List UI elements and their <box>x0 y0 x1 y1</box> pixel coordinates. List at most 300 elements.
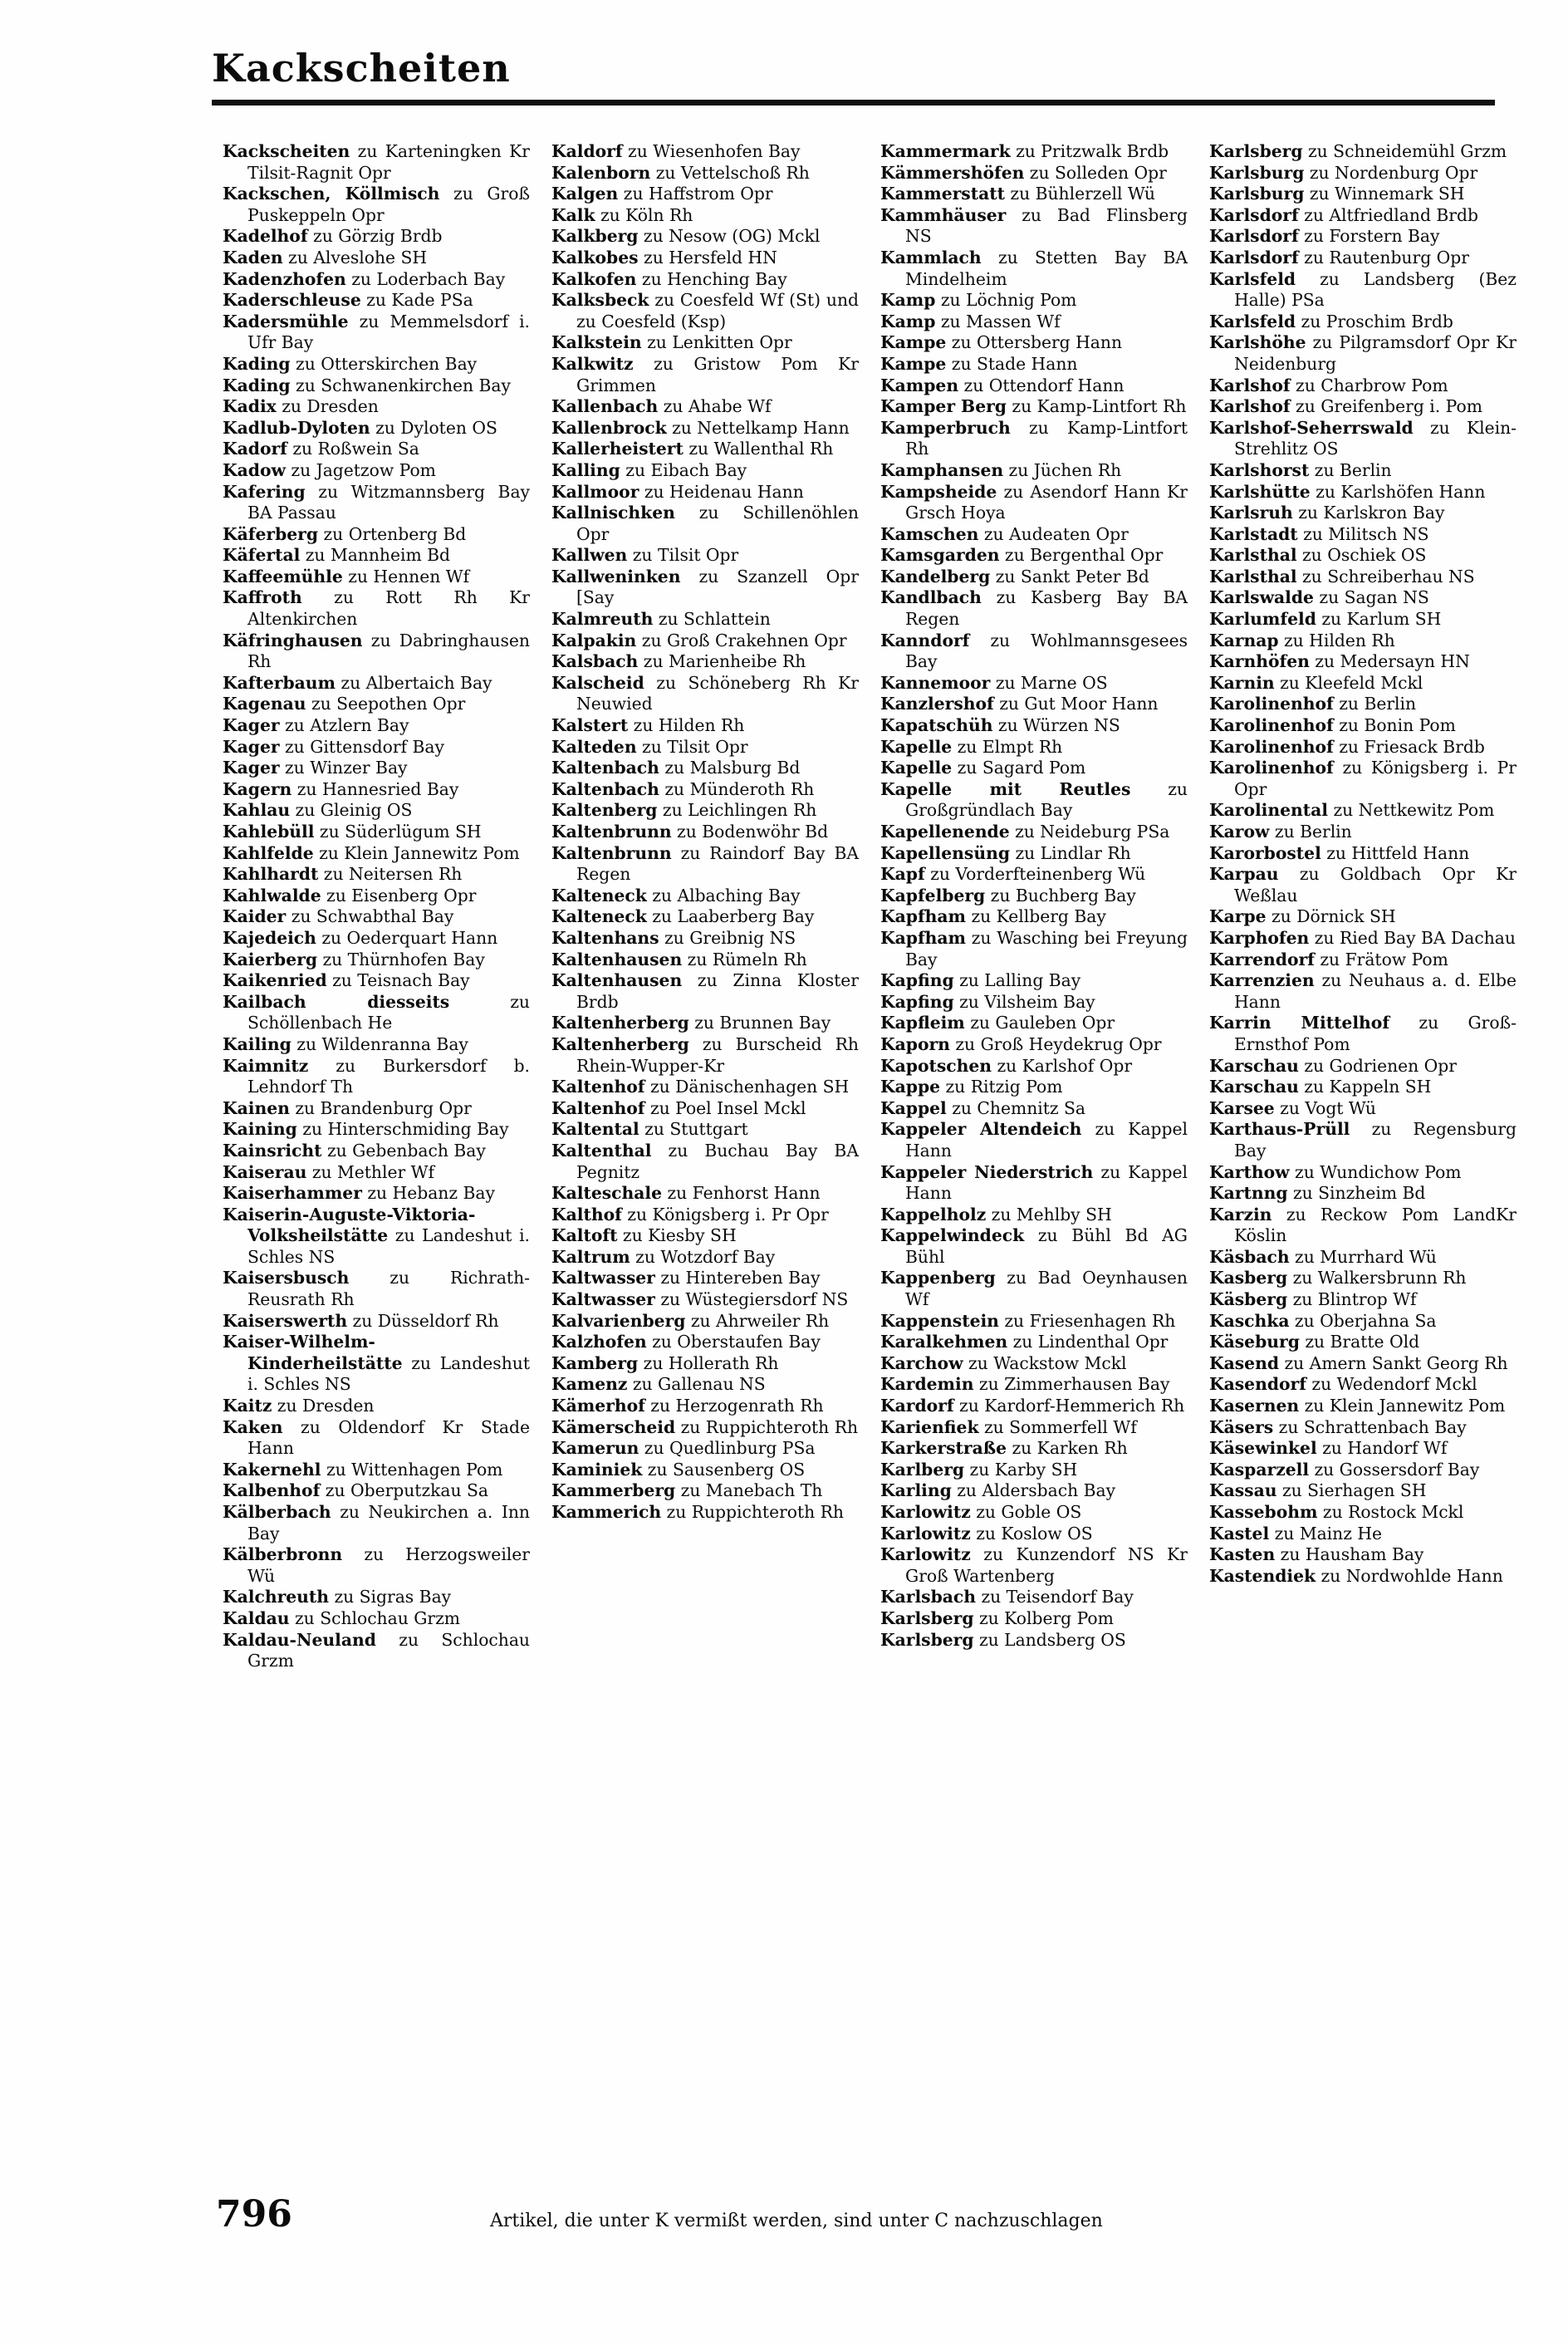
entry-headword: Kallmoor <box>551 481 639 502</box>
entry-headword: Kalkobes <box>551 247 639 267</box>
entry-reference: zu Königsberg i. Pr Opr <box>1234 758 1517 799</box>
entry-headword: Kaltwasser <box>551 1289 655 1310</box>
entry-headword: Kaiser-Wilhelm-Kinderheilstätte <box>223 1332 403 1373</box>
entry-reference: zu Oldendorf Kr Stade Hann <box>247 1416 530 1459</box>
entry-reference: zu Schwabthal Bay <box>286 906 454 927</box>
entry-reference: zu Amern Sankt Georg Rh <box>1279 1352 1508 1373</box>
entry-reference: zu Neukirchen a. Inn Bay <box>247 1502 530 1544</box>
entry-headword: Kappenstein <box>880 1310 999 1331</box>
entry-headword: Kadelhof <box>223 226 308 247</box>
entry-reference: zu Heidenau Hann <box>639 481 804 502</box>
entry-reference: zu Hebanz Bay <box>361 1183 495 1204</box>
entry-headword: Kackscheiten <box>223 141 350 161</box>
gazetteer-entry <box>223 992 530 1034</box>
gazetteer-entry <box>880 587 1188 630</box>
column-3 <box>880 141 1188 2118</box>
gazetteer-entry <box>880 1438 1188 1460</box>
entry-headword: Kallenbrock <box>551 417 667 438</box>
entry-reference: zu Neuhaus a. d. Elbe Hann <box>1234 970 1517 1012</box>
header-rule <box>212 100 1495 106</box>
entry-headword: Kaltenbrunn <box>551 822 672 842</box>
entry-headword: Karlsthal <box>1209 545 1297 566</box>
entry-headword: Kapellenende <box>880 822 1010 842</box>
entry-headword: Kaimnitz <box>223 1055 309 1076</box>
entry-headword: Karrendorf <box>1209 949 1315 969</box>
entry-headword: Käfringhausen <box>223 630 363 650</box>
entry-headword: Karlsberg <box>880 1629 974 1650</box>
gazetteer-entry <box>223 460 530 482</box>
entry-reference: zu Dänischenhagen SH <box>644 1077 850 1097</box>
entry-headword: Kämerscheid <box>551 1416 676 1437</box>
gazetteer-entry <box>880 418 1188 460</box>
entry-reference: zu Süderlügum SH <box>314 822 482 842</box>
entry-reference: zu Rott Rh Kr Altenkirchen <box>247 587 530 630</box>
entry-reference: zu Karlshöfen Hann <box>1310 481 1486 502</box>
entry-headword: Karpau <box>1209 864 1279 885</box>
entry-reference: zu Nordwohlde Hann <box>1316 1565 1503 1586</box>
entry-reference: zu Wackstow Mckl <box>963 1352 1127 1373</box>
entry-headword: Kainsricht <box>223 1140 322 1161</box>
entry-headword: Kaden <box>223 247 283 267</box>
gazetteer-entry <box>880 1353 1188 1375</box>
entry-headword: Karlowitz <box>880 1523 971 1544</box>
entry-reference: zu Landsberg OS <box>973 1629 1126 1650</box>
gazetteer-entry <box>223 545 530 567</box>
entry-headword: Karkerstraße <box>880 1438 1007 1459</box>
entry-headword: Karlshof <box>1209 375 1291 395</box>
entry-headword: Kappeler Niederstrich <box>880 1161 1094 1182</box>
entry-reference: zu Friesack Brdb <box>1333 736 1485 757</box>
entry-reference: zu Nordenburg Opr <box>1304 162 1478 183</box>
entry-reference: zu Kamp-Lintfort Rh <box>905 417 1188 459</box>
entry-headword: Karlsdorf <box>1209 226 1299 247</box>
entry-reference: zu Buchberg Bay <box>985 885 1136 906</box>
entry-reference: zu Gauleben Opr <box>964 1013 1115 1033</box>
entry-headword: Kaltenhausen <box>551 949 683 969</box>
entry-reference: zu Reckow Pom LandKr Köslin <box>1234 1204 1517 1246</box>
gazetteer-entry <box>551 1353 859 1375</box>
gazetteer-entry <box>551 779 859 801</box>
entry-reference: zu Militsch NS <box>1297 523 1429 544</box>
entry-reference: zu Gut Moor Hann <box>993 694 1159 714</box>
gazetteer-entry <box>223 1119 530 1141</box>
gazetteer-entry <box>223 1332 530 1396</box>
entry-headword: Kalk <box>551 204 595 225</box>
entry-reference: zu Ahrweiler Rh <box>685 1310 830 1331</box>
entry-headword: Kammlach <box>880 247 982 267</box>
gazetteer-entry <box>223 587 530 630</box>
entry-headword: Kaltenberg <box>551 800 658 821</box>
entry-reference: zu Mehlby SH <box>986 1204 1112 1225</box>
entry-reference: zu Lindenthal Opr <box>1007 1332 1169 1352</box>
gazetteer-entry <box>551 1396 859 1417</box>
entry-headword: Kasberg <box>1209 1268 1288 1288</box>
entry-reference: zu Koslow OS <box>970 1523 1093 1544</box>
entry-headword: Kalgen <box>551 184 619 204</box>
entry-headword: Kaporn <box>880 1033 950 1054</box>
column-2 <box>551 141 859 2118</box>
entry-reference: zu Hintereben Bay <box>654 1268 821 1288</box>
entry-headword: Kälberbach <box>223 1502 331 1522</box>
gazetteer-entry <box>1209 567 1517 588</box>
entry-reference: zu Kleefeld Mckl <box>1274 672 1423 693</box>
entry-headword: Kammerstatt <box>880 184 1005 204</box>
entry-reference: zu Ritzig Pom <box>940 1077 1063 1097</box>
gazetteer-entry <box>880 312 1188 333</box>
entry-reference: zu Wotzdorf Bay <box>630 1246 776 1267</box>
entry-reference: zu Nesow (OG) Mckl <box>638 226 821 247</box>
entry-headword: Karnin <box>1209 672 1275 693</box>
folio-number: 796 <box>216 2193 292 2236</box>
gazetteer-entry <box>223 950 530 971</box>
entry-reference: zu Neitersen Rh <box>318 864 463 885</box>
gazetteer-entry <box>880 396 1188 418</box>
gazetteer-entry <box>1209 1438 1517 1460</box>
gazetteer-entry <box>1209 1396 1517 1417</box>
entry-headword: Kapfham <box>880 906 967 927</box>
gazetteer-entry <box>551 1013 859 1034</box>
entry-reference: zu Vogt Wü <box>1274 1097 1376 1118</box>
gazetteer-entry <box>551 567 859 609</box>
entry-reference: zu Görzig Brdb <box>307 226 443 247</box>
gazetteer-entry <box>551 418 859 439</box>
gazetteer-entry <box>1209 715 1517 737</box>
gazetteer-entry <box>880 1077 1188 1098</box>
gazetteer-entry <box>1209 1247 1517 1269</box>
gazetteer-entry <box>223 290 530 312</box>
entry-headword: Kaltenherberg <box>551 1033 689 1054</box>
entry-headword: Kaiserswerth <box>223 1310 348 1331</box>
entry-reference: zu Herzogsweiler Wü <box>247 1544 530 1586</box>
entry-headword: Kalksbeck <box>551 290 649 311</box>
gazetteer-entry <box>223 737 530 758</box>
entry-headword: Karlsruh <box>1209 503 1293 523</box>
entry-headword: Karlswalde <box>1209 587 1314 608</box>
entry-headword: Kaderschleuse <box>223 290 361 311</box>
entry-reference: zu Roßwein Sa <box>287 439 419 459</box>
gazetteer-entry <box>223 1098 530 1120</box>
entry-headword: Kardorf <box>880 1396 954 1416</box>
entry-headword: Kaitz <box>223 1396 272 1416</box>
entry-reference: zu Forstern Bay <box>1298 226 1440 247</box>
entry-headword: Kallenbach <box>551 396 659 417</box>
entry-reference: zu Dresden <box>276 396 379 417</box>
gazetteer-entry <box>1209 928 1517 950</box>
gazetteer-entry <box>551 503 859 545</box>
gazetteer-entry <box>551 822 859 843</box>
entry-reference: zu Jüchen Rh <box>1003 459 1122 480</box>
entry-reference: zu Sankt Peter Bd <box>990 566 1149 586</box>
gazetteer-entry <box>880 482 1188 524</box>
entry-reference: zu Gossersdorf Bay <box>1309 1459 1480 1480</box>
gazetteer-entry <box>1209 737 1517 758</box>
entry-reference: zu Kappeln SH <box>1298 1077 1432 1097</box>
entry-reference: zu Kasberg Bay BA Regen <box>905 587 1188 630</box>
entry-headword: Kalling <box>551 459 620 480</box>
entry-headword: Kandelberg <box>880 566 991 586</box>
gazetteer-entry <box>223 1034 530 1056</box>
entry-reference: zu Hilden Rh <box>1278 630 1395 650</box>
entry-headword: Kapfelberg <box>880 885 986 906</box>
page-footer <box>216 2193 1520 2236</box>
entry-headword: Kasendorf <box>1209 1374 1306 1395</box>
gazetteer-entry <box>551 906 859 928</box>
entry-reference: zu Leichlingen Rh <box>657 800 817 821</box>
entry-reference: zu Oschiek OS <box>1296 545 1427 566</box>
gazetteer-entry <box>223 1311 530 1333</box>
entry-headword: Kakernehl <box>223 1459 321 1480</box>
entry-reference: zu Sommerfell Wf <box>978 1416 1137 1437</box>
entry-headword: Kapfham <box>880 927 967 948</box>
entry-reference: zu Bergenthal Opr <box>999 545 1164 566</box>
entry-headword: Kallwen <box>551 545 628 566</box>
entry-reference: zu Bad Oeynhausen Wf <box>905 1268 1188 1310</box>
entry-headword: Kastel <box>1209 1523 1270 1544</box>
entry-reference: zu Kamp-Lintfort Rh <box>1006 396 1187 417</box>
entry-reference: zu Herzogenrath Rh <box>644 1396 824 1416</box>
entry-reference: zu Ried Bay BA Dachau <box>1309 927 1516 948</box>
entry-headword: Kalkwitz <box>551 353 634 374</box>
entry-headword: Kapelle mit Reutles <box>880 778 1131 799</box>
gazetteer-entry <box>880 1460 1188 1481</box>
entry-reference: zu Winnemark SH <box>1304 184 1465 204</box>
gazetteer-entry <box>1209 970 1517 1013</box>
entry-headword: Kailing <box>223 1033 292 1054</box>
gazetteer-entry <box>880 545 1188 567</box>
gazetteer-entry <box>880 1034 1188 1056</box>
entry-reference: zu Hilden Rh <box>628 715 745 736</box>
entry-reference: zu Wallenthal Rh <box>683 439 834 459</box>
entry-reference: zu Mannheim Bd <box>300 545 451 566</box>
gazetteer-entry <box>223 1141 530 1162</box>
entry-headword: Kalenborn <box>551 162 651 183</box>
entry-reference: zu Albertaich Bay <box>335 672 492 693</box>
gazetteer-entry <box>880 354 1188 375</box>
entry-headword: Karlsburg <box>1209 184 1305 204</box>
entry-headword: Kastendiek <box>1209 1565 1316 1586</box>
gazetteer-entry <box>551 482 859 503</box>
entry-headword: Karschau <box>1209 1055 1299 1076</box>
entry-reference: zu Sinzheim Bd <box>1287 1183 1426 1204</box>
entry-reference: zu Groß-Ernsthof Pom <box>1234 1013 1517 1054</box>
entry-reference: zu Stetten Bay BA Mindelheim <box>905 247 1188 289</box>
gazetteer-entry <box>223 864 530 886</box>
entry-reference: zu Landeshut i. Schles NS <box>247 1225 530 1267</box>
entry-reference: zu Marienheibe Rh <box>638 651 806 672</box>
entry-headword: Karpe <box>1209 906 1267 927</box>
entry-reference: zu Landsberg (Bez Halle) PSa <box>1234 268 1517 311</box>
gazetteer-entry <box>880 1502 1188 1524</box>
entry-reference: zu Massen Wf <box>935 311 1061 331</box>
gazetteer-entry <box>880 1396 1188 1417</box>
gazetteer-entry <box>880 822 1188 843</box>
entry-reference: zu Neideburg PSa <box>1009 822 1170 842</box>
entry-reference: zu Gallenau NS <box>627 1374 766 1395</box>
column-1 <box>223 141 530 2118</box>
entry-reference: zu Bonin Pom <box>1333 715 1456 736</box>
entry-headword: Kampe <box>880 332 947 353</box>
gazetteer-entry <box>880 1268 1188 1310</box>
gazetteer-entry <box>223 439 530 460</box>
gazetteer-entry <box>223 312 530 354</box>
entry-reference: zu Audeaten Opr <box>978 523 1129 544</box>
gazetteer-entry <box>551 1225 859 1247</box>
entry-reference: zu Teisendorf Bay <box>976 1587 1134 1607</box>
entry-headword: Karlowitz <box>880 1502 971 1522</box>
entry-headword: Kaschka <box>1209 1310 1290 1331</box>
entry-reference: zu Solleden Opr <box>1024 162 1167 183</box>
entry-headword: Karolinental <box>1209 800 1328 821</box>
gazetteer-entry <box>880 1630 1188 1652</box>
entry-headword: Kammerich <box>551 1502 662 1522</box>
entry-headword: Kampe <box>880 353 947 374</box>
gazetteer-entry <box>880 928 1188 970</box>
entry-headword: Kassebohm <box>1209 1502 1318 1522</box>
entry-headword: Karlowitz <box>880 1544 971 1565</box>
gazetteer-entry <box>223 1396 530 1417</box>
entry-headword: Kaltwasser <box>551 1268 655 1288</box>
gazetteer-entry <box>1209 460 1517 482</box>
entry-headword: Kanzlershof <box>880 694 994 714</box>
entry-headword: Kalthof <box>551 1204 622 1225</box>
entry-headword: Karalkehmen <box>880 1332 1008 1352</box>
gazetteer-entry <box>880 758 1188 779</box>
gazetteer-entry <box>880 737 1188 758</box>
entry-reference: zu Zinna Kloster Brdb <box>576 970 859 1012</box>
gazetteer-entry <box>880 290 1188 312</box>
entry-reference: zu Brunnen Bay <box>688 1013 831 1033</box>
gazetteer-entry <box>1209 800 1517 822</box>
entry-reference: zu Schlochau Grzm <box>289 1607 461 1628</box>
gazetteer-entry <box>880 715 1188 737</box>
entry-headword: Kaltenthal <box>551 1140 652 1161</box>
entry-reference: zu Blintrop Wf <box>1287 1289 1417 1310</box>
entry-headword: Kamp <box>880 290 936 311</box>
gazetteer-entry <box>1209 524 1517 546</box>
entry-headword: Kaminiek <box>551 1459 643 1480</box>
entry-headword: Kadersmühle <box>223 311 349 331</box>
entry-reference: zu Würzen NS <box>992 715 1120 736</box>
entry-reference: zu Richrath-Reusrath Rh <box>247 1268 530 1310</box>
entry-reference: zu Seepothen Opr <box>306 694 466 714</box>
entry-headword: Kasend <box>1209 1352 1280 1373</box>
entry-headword: Kaiserin-Auguste-Viktoria-Volksheilstätte <box>223 1204 476 1246</box>
entry-reference: zu Schrattenbach Bay <box>1273 1416 1467 1437</box>
entry-reference: zu Wedendorf Mckl <box>1306 1374 1477 1395</box>
entry-headword: Karlsberg <box>880 1607 974 1628</box>
entry-reference: zu Schöllenbach He <box>247 991 530 1033</box>
entry-columns <box>223 141 1518 2118</box>
footnote-text: Artikel, die unter K vermißt werden, sind unter C nachzuschlagen <box>490 2211 1103 2231</box>
entry-headword: Karlshorst <box>1209 459 1310 480</box>
entry-reference: zu Schwanenkirchen Bay <box>290 375 511 395</box>
entry-reference: zu Hannesried Bay <box>292 778 459 799</box>
entry-reference: zu Schillenöhlen Opr <box>576 503 859 544</box>
entry-reference: zu Asendorf Hann Kr Grsch Hoya <box>905 481 1188 523</box>
entry-headword: Kappel <box>880 1097 947 1118</box>
entry-headword: Kappelwindeck <box>880 1225 1025 1246</box>
entry-headword: Karlberg <box>880 1459 965 1480</box>
entry-reference: zu Königsberg i. Pr Opr <box>621 1204 829 1225</box>
entry-reference: zu Groß Heydekrug Opr <box>949 1033 1162 1054</box>
entry-reference: zu Bühl Bd AG Bühl <box>905 1225 1188 1267</box>
entry-headword: Kaltenbach <box>551 758 659 778</box>
gazetteer-entry <box>551 1417 859 1439</box>
entry-headword: Kahlebüll <box>223 822 315 842</box>
entry-headword: Käsbach <box>1209 1246 1290 1267</box>
gazetteer-entry <box>551 651 859 673</box>
gazetteer-entry <box>551 184 859 205</box>
entry-headword: Kaltenbach <box>551 778 659 799</box>
gazetteer-entry <box>223 758 530 779</box>
entry-reference: zu Schlattein <box>653 609 771 630</box>
entry-headword: Kading <box>223 375 291 395</box>
gazetteer-entry <box>1209 1417 1517 1439</box>
entry-reference: zu Gebenbach Bay <box>321 1140 486 1161</box>
entry-headword: Karlsfeld <box>1209 268 1296 289</box>
entry-reference: zu Aldersbach Bay <box>951 1480 1116 1501</box>
gazetteer-entry <box>1209 418 1517 460</box>
gazetteer-entry <box>1209 1353 1517 1375</box>
entry-reference: zu Wiesenhofen Bay <box>622 141 801 161</box>
page-header <box>212 48 1507 106</box>
entry-headword: Kasernen <box>1209 1396 1300 1416</box>
gazetteer-entry <box>223 248 530 269</box>
entry-headword: Kadix <box>223 396 277 417</box>
entry-headword: Kälberbronn <box>223 1544 343 1565</box>
entry-headword: Kapfing <box>880 970 954 991</box>
entry-headword: Karolinenhof <box>1209 758 1334 778</box>
gazetteer-entry <box>1209 482 1517 503</box>
entry-headword: Kadorf <box>223 439 287 459</box>
entry-reference: zu Teisnach Bay <box>326 970 470 991</box>
gazetteer-entry <box>880 1056 1188 1077</box>
entry-headword: Kajedeich <box>223 927 316 948</box>
entry-reference: zu Raindorf Bay BA Regen <box>576 842 859 885</box>
gazetteer-entry <box>1209 651 1517 673</box>
entry-reference: zu Malsburg Bd <box>659 758 801 778</box>
entry-reference: zu Gittensdorf Bay <box>279 736 444 757</box>
entry-reference: zu Karlskron Bay <box>1292 503 1445 523</box>
entry-reference: zu Wüstegiersdorf NS <box>654 1289 849 1310</box>
gazetteer-entry <box>551 1438 859 1460</box>
entry-headword: Kaisersbusch <box>223 1268 350 1288</box>
entry-reference: zu Wohlmannsgesees Bay <box>905 630 1188 672</box>
entry-headword: Kapotschen <box>880 1055 992 1076</box>
entry-headword: Karsee <box>1209 1097 1275 1118</box>
gazetteer-entry <box>551 354 859 396</box>
gazetteer-entry <box>223 886 530 907</box>
entry-headword: Karlsfeld <box>1209 311 1296 331</box>
gazetteer-entry <box>551 205 859 227</box>
entry-reference: zu Bad Flinsberg NS <box>905 204 1188 247</box>
gazetteer-entry <box>551 1268 859 1289</box>
gazetteer-entry <box>1209 1077 1517 1098</box>
entry-headword: Kalmreuth <box>551 609 654 630</box>
entry-headword: Kartnng <box>1209 1183 1288 1204</box>
gazetteer-entry <box>1209 1056 1517 1077</box>
gazetteer-entry <box>551 545 859 567</box>
gazetteer-entry <box>551 1119 859 1141</box>
gazetteer-entry <box>551 439 859 460</box>
entry-headword: Kapelle <box>880 736 953 757</box>
gazetteer-entry <box>551 609 859 631</box>
entry-reference: zu Manebach Th <box>675 1480 823 1501</box>
entry-reference: zu Hinterschmiding Bay <box>296 1119 509 1140</box>
entry-reference: zu Ahabe Wf <box>658 396 772 417</box>
gazetteer-entry <box>1209 1311 1517 1333</box>
entry-reference: zu Hollerath Rh <box>638 1352 779 1373</box>
